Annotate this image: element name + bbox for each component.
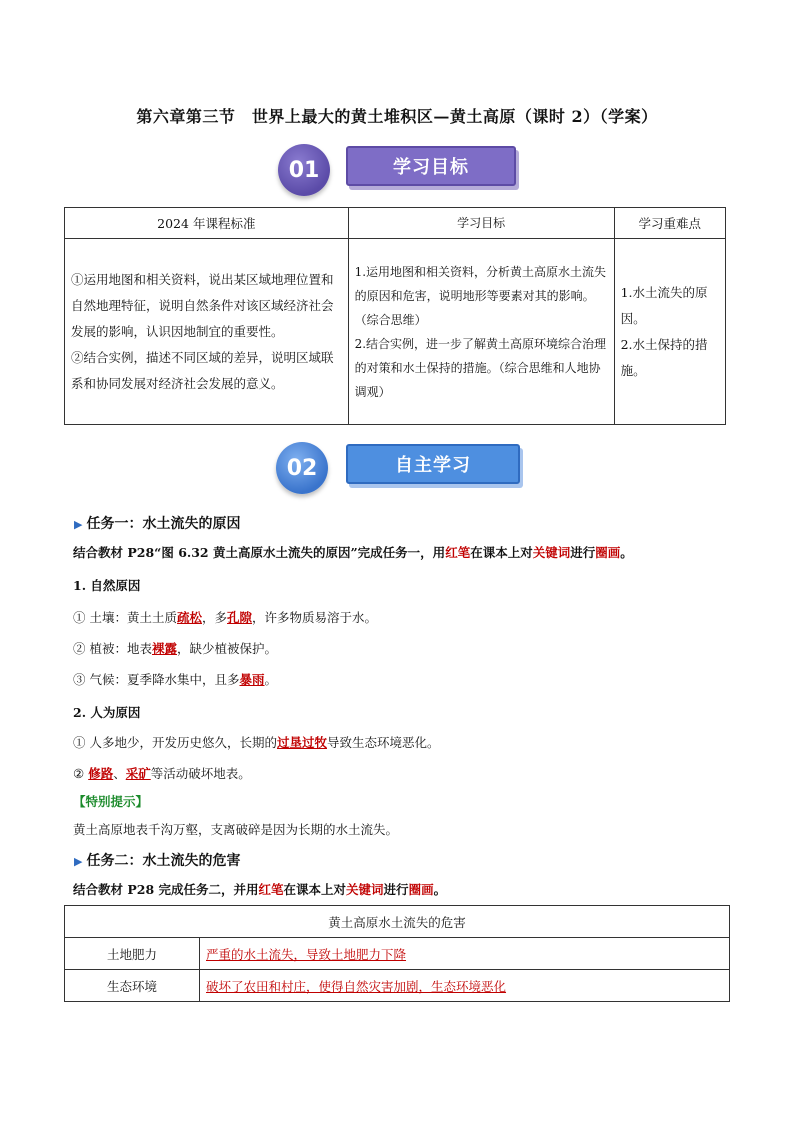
table-header: 学习重难点 [614, 208, 725, 239]
table-row [65, 938, 730, 970]
table-row [65, 970, 730, 1002]
task1-instruction: 结合教材 P28“图 6.32 黄土高原水土流失的原因”完成任务一，用红笔在课本上对关键词进行圈画。 [73, 545, 633, 560]
natural-cause-vegetation: ② 植被：地表裸露，缺少植被保护。 [73, 641, 278, 656]
goal-item: 2.结合实例，进一步了解黄土高原环境综合治理的对策和水土保持的措施。（综合思维和人地协调观） [354, 336, 607, 399]
natural-cause-climate: ③ 气候：夏季降水集中，且多暴雨。 [73, 672, 278, 687]
special-tip-text: 黄土高原地表千沟万壑，支离破碎是因为长期的水土流失。 [73, 822, 399, 837]
goal-item: 1.运用地图和相关资料，分析黄土高原水土流失的原因和危害，说明地形等要素对其的影响。（综合思维） [354, 264, 607, 327]
answer-blank: 疏松 [176, 610, 202, 625]
answer-blank: 修路 [88, 766, 114, 781]
standard-item: ②结合实例，描述不同区域的差异，说明区域联系和协同发展对经济社会发展的意义。 [71, 349, 334, 391]
answer-blank: 暴雨 [239, 672, 265, 687]
section-number-badge: 02 [276, 442, 328, 494]
task1-heading: ▶ 任务一：水土流失的原因 [74, 516, 241, 532]
task2-heading: ▶ 任务二：水土流失的危害 [74, 853, 241, 869]
hazard-label: 土地肥力 [65, 938, 200, 970]
hazard-answer: 破坏了农田和村庄，使得自然灾害加剧，生态环境恶化 [200, 970, 730, 1002]
natural-causes-heading: 1. 自然原因 [73, 578, 141, 593]
section-banner-objectives [278, 146, 518, 196]
hazards-table-title: 黄土高原水土流失的危害 [65, 906, 730, 938]
answer-blank: 裸露 [151, 641, 177, 656]
task2-instruction: 结合教材 P28 完成任务二，并用红笔在课本上对关键词进行圈画。 [73, 882, 447, 897]
objectives-table [64, 207, 726, 425]
section-label: 自主学习 [346, 444, 520, 484]
answer-blank: 过垦过牧 [276, 735, 327, 750]
triangle-bullet-icon: ▶ [74, 855, 83, 868]
natural-cause-soil: ① 土壤：黄土土质疏松，多孔隙，许多物质易溶于水。 [73, 610, 378, 625]
learning-goals-cell [348, 239, 614, 425]
table-header: 学习目标 [348, 208, 614, 239]
special-tip-label: 【特别提示】 [73, 794, 149, 809]
curriculum-standards-cell [65, 239, 349, 425]
human-cause-construction: ② 修路、采矿等活动破坏地表。 [73, 766, 251, 781]
section-number-badge: 01 [278, 144, 330, 196]
page-title: 第六章第三节 世界上最大的黄土堆积区—黄土高原（课时 2）（学案） [136, 107, 658, 126]
key-point-item: 1.水土流失的原因。 [620, 284, 708, 326]
answer-blank: 采矿 [125, 766, 151, 781]
hazards-table [64, 905, 730, 1002]
hazard-label: 生态环境 [65, 970, 200, 1002]
key-points-cell [614, 239, 725, 425]
section-banner-self-study [276, 442, 526, 492]
answer-blank: 孔隙 [227, 610, 253, 625]
standard-item: ①运用地图和相关资料，说出某区域地理位置和自然地理特征，说明自然条件对该区域经济社会发展的影响，认识因地制宜的重要性。 [71, 271, 334, 339]
table-header: 2024 年课程标准 [65, 208, 349, 239]
human-causes-heading: 2. 人为原因 [73, 705, 141, 720]
hazard-answer: 严重的水土流失，导致土地肥力下降 [200, 938, 730, 970]
key-point-item: 2.水土保持的措施。 [620, 336, 708, 378]
human-cause-overuse: ① 人多地少，开发历史悠久，长期的过垦过牧导致生态环境恶化。 [73, 735, 440, 750]
section-label: 学习目标 [346, 146, 516, 186]
triangle-bullet-icon: ▶ [74, 518, 83, 531]
